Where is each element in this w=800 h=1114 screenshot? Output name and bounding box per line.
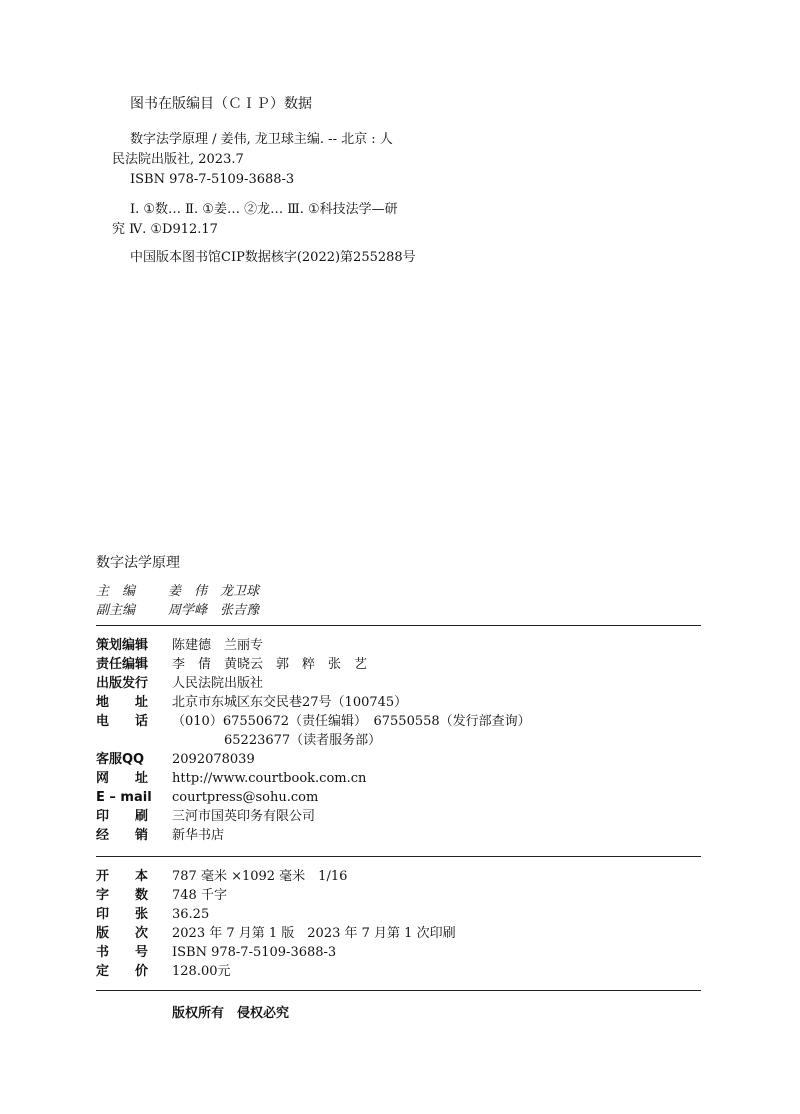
divider-middle xyxy=(96,856,701,857)
spec-value: 748 千字 xyxy=(172,888,227,903)
editor-label: 主 编 xyxy=(96,584,136,599)
info-value: 北京市东城区东交民巷27号（100745） xyxy=(172,695,408,710)
info-label: 客服QQ xyxy=(96,752,145,767)
info-value: courtpress@sohu.com xyxy=(172,790,319,805)
divider-top xyxy=(96,625,701,626)
spec-label: 定 价 xyxy=(96,964,149,979)
spec-value: 787 毫米 ×1092 毫米 1/16 xyxy=(172,869,348,884)
info-value: 65223677（读者服务部） xyxy=(172,733,382,748)
info-value: 2092078039 xyxy=(172,752,255,767)
info-label: E – mail xyxy=(96,790,152,805)
info-value: 新华书店 xyxy=(172,828,225,843)
cip-classification-line-2: 究 Ⅳ. ①D912.17 xyxy=(112,222,218,237)
editor-credit xyxy=(96,580,259,599)
cip-entry-line-1: 数字法学原理 / 姜伟, 龙卫球主编. -- 北京 : 人 xyxy=(130,132,393,147)
cip-isbn-line: ISBN 978-7-5109-3688-3 xyxy=(130,172,295,187)
info-label: 地 址 xyxy=(96,695,149,710)
spec-label: 书 号 xyxy=(96,945,149,960)
deputy-editor-names: 周学峰 张吉豫 xyxy=(168,603,260,618)
divider-bottom xyxy=(96,990,701,991)
copyright-notice: 版权所有 侵权必究 xyxy=(172,1006,290,1021)
info-label: 网 址 xyxy=(96,771,149,786)
spec-label: 字 数 xyxy=(96,888,149,903)
spec-value: ISBN 978-7-5109-3688-3 xyxy=(172,945,337,960)
spec-label: 开 本 xyxy=(96,869,149,884)
info-value: 三河市国英印务有限公司 xyxy=(172,809,316,824)
cip-record-number: 中国版本图书馆CIP数据核字(2022)第255288号 xyxy=(130,250,416,265)
info-label: 经 销 xyxy=(96,828,149,843)
cip-classification-line-1: Ⅰ. ①数… Ⅱ. ①姜… ②龙… Ⅲ. ①科技法学—研 xyxy=(130,202,398,217)
spec-value: 128.00元 xyxy=(172,964,231,979)
deputy-editor-credit xyxy=(96,599,259,618)
editor-names: 姜 伟 龙卫球 xyxy=(168,584,260,599)
spec-label: 版 次 xyxy=(96,926,149,941)
cip-title: 图书在版编目（ＣＩＰ）数据 xyxy=(130,96,312,112)
info-value: （010）67550672（责任编辑） 67550558（发行部查询） xyxy=(172,714,531,729)
cip-entry-line-2: 民法院出版社, 2023.7 xyxy=(112,152,244,167)
info-label: 印 刷 xyxy=(96,809,149,824)
spec-value: 2023 年 7 月第 1 版 2023 年 7 月第 1 次印刷 xyxy=(172,926,456,941)
info-label: 责任编辑 xyxy=(96,657,149,672)
info-label: 出版发行 xyxy=(96,676,149,691)
info-value: 李 倩 黄晓云 郭 粹 张 艺 xyxy=(172,657,368,672)
info-value: http://www.courtbook.com.cn xyxy=(172,771,367,786)
info-value: 陈建德 兰丽专 xyxy=(172,638,264,653)
info-label: 电 话 xyxy=(96,714,149,729)
info-value: 人民法院出版社 xyxy=(172,676,264,691)
info-label: 策划编辑 xyxy=(96,638,149,653)
deputy-editor-label: 副主编 xyxy=(96,603,136,618)
spec-value: 36.25 xyxy=(172,907,210,922)
book-title: 数字法学原理 xyxy=(96,555,180,571)
spec-label: 印 张 xyxy=(96,907,149,922)
